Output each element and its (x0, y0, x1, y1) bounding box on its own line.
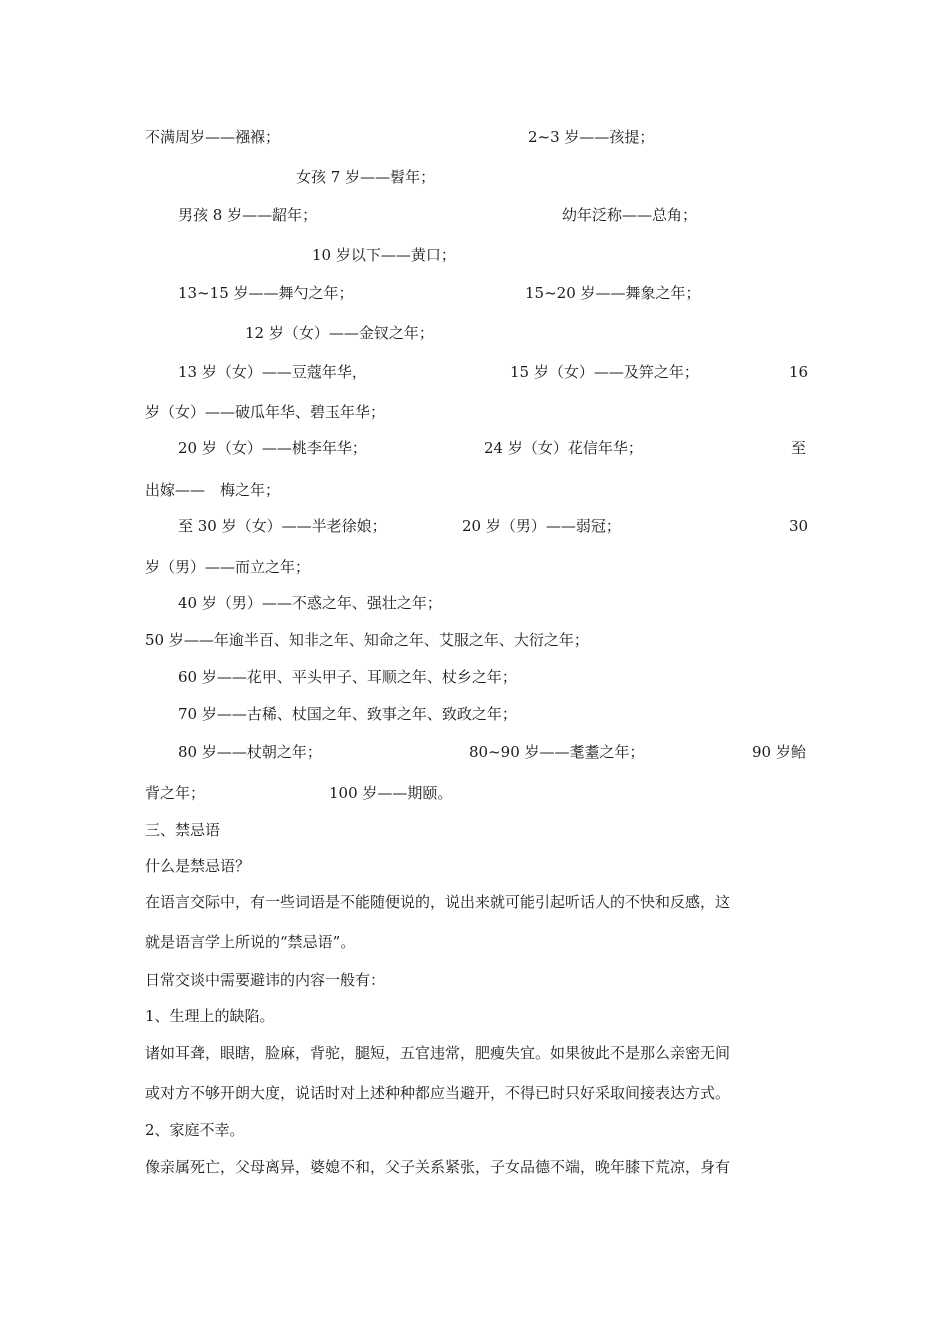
taboo-item-1-title: 1、生理上的缺陷。 (145, 1007, 275, 1025)
taboo-item-2-line-1: 像亲属死亡，父母离异，婆媳不和，父子关系紧张，子女品德不端，晚年膝下荒凉，身有 (145, 1158, 731, 1176)
taboo-item-1-line-1: 诸如耳聋，眼瞎，脸麻，背驼，腿短，五官违常，肥瘦失宜。如果彼此不是那么亲密无间 (145, 1044, 731, 1062)
age-term-50: 50 岁——年逾半百、知非之年、知命之年、艾服之年、大衍之年； (145, 631, 589, 649)
age-term-marriage-start: 至 (791, 439, 807, 457)
age-term-woman-30: 至 30 岁（女）——半老徐娘； (178, 517, 387, 535)
age-term-girl-20: 20 岁（女）——桃李年华； (178, 439, 367, 457)
age-term-childhood: 幼年泛称——总角； (562, 206, 698, 224)
age-term-80-90: 80~90 岁——耄耋之年； (469, 743, 645, 761)
taboo-definition-line-2: 就是语言学上所说的“禁忌语”。 (145, 933, 356, 951)
age-term-man-30-start: 30 (789, 517, 809, 535)
age-term-60: 60 岁——花甲、平头甲子、耳顺之年、杖乡之年； (178, 668, 517, 686)
age-term-toddler: 2~3 岁——孩提； (528, 128, 655, 146)
age-term-girl-15: 15 岁（女）——及笄之年； (510, 363, 699, 381)
age-term-90: 背之年； (145, 784, 206, 802)
age-term-girl-7: 女孩 7 岁——髫年； (296, 168, 436, 186)
age-term-man-40: 40 岁（男）——不惑之年、强壮之年； (178, 594, 442, 612)
age-term-70: 70 岁——古稀、杖国之年、致事之年、致政之年； (178, 705, 517, 723)
age-term-100: 100 岁——期颐。 (329, 784, 453, 802)
age-term-man-20: 20 岁（男）——弱冠； (462, 517, 621, 535)
taboo-intro: 日常交谈中需要避讳的内容一般有： (145, 971, 386, 989)
age-term-13-15: 13~15 岁——舞勺之年； (178, 284, 354, 302)
age-term-infant: 不满周岁——襁褓； (145, 128, 281, 146)
section-heading: 三、禁忌语 (145, 821, 221, 839)
age-term-man-30: 岁（男）——而立之年； (145, 558, 311, 576)
age-term-girl-24: 24 岁（女）花信年华； (484, 439, 643, 457)
age-term-80: 80 岁——杖朝之年； (178, 743, 322, 761)
taboo-question: 什么是禁忌语？ (145, 857, 251, 875)
age-term-15-20: 15~20 岁——舞象之年； (525, 284, 701, 302)
age-term-marriage: 出嫁—— 梅之年； (145, 481, 281, 499)
taboo-definition-line-1: 在语言交际中，有一些词语是不能随便说的，说出来就可能引起听话人的不快和反感，这 (145, 893, 731, 911)
taboo-item-2-title: 2、家庭不幸。 (145, 1121, 245, 1139)
age-term-girl-13: 13 岁（女）——豆蔻年华， (178, 363, 367, 381)
age-term-under-10: 10 岁以下——黄口； (312, 246, 456, 264)
taboo-item-1-line-2: 或对方不够开朗大度，说话时对上述种种都应当避开，不得已时只好采取间接表达方式。 (145, 1084, 731, 1102)
age-term-girl-12: 12 岁（女）——金钗之年； (245, 324, 434, 342)
age-term-90-start: 90 岁鲐 (752, 743, 806, 761)
age-term-boy-8: 男孩 8 岁——龆年； (178, 206, 318, 224)
age-term-girl-16: 岁（女）——破瓜年华、碧玉年华； (145, 403, 386, 421)
age-term-girl-16-start: 16 (789, 363, 809, 381)
